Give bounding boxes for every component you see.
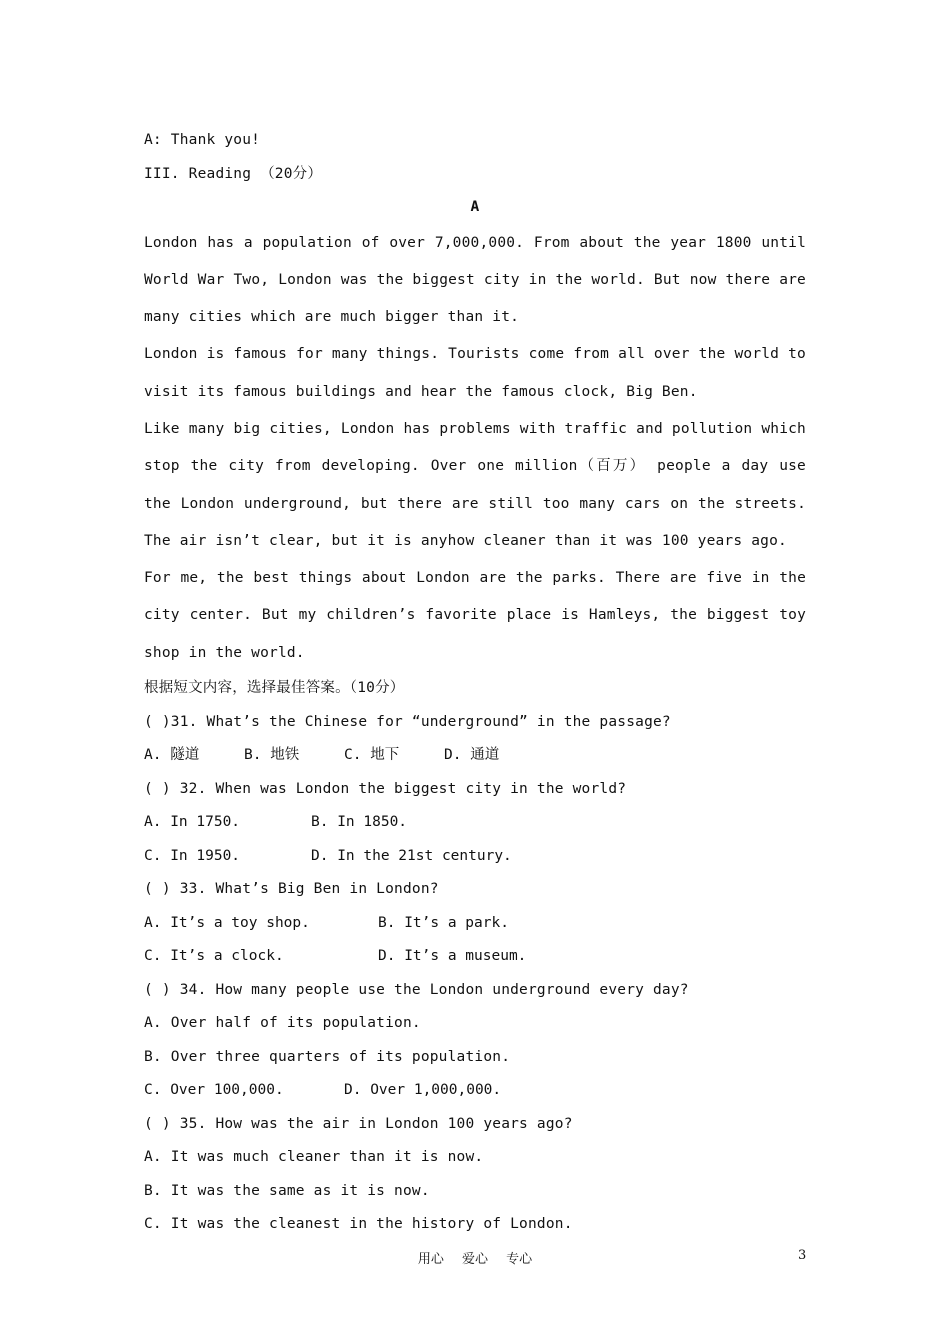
question-31-stem: ( )31. What’s the Chinese for “underground” in the passage? — [144, 713, 671, 730]
question-35-stem: ( ) 35. How was the air in London 100 years ago? — [144, 1115, 573, 1132]
question-33-options-row-1 — [144, 907, 806, 941]
question-31-option-a: A. 隧道 — [144, 747, 200, 764]
question-33-option-c: C. It’s a clock. — [144, 948, 284, 965]
section-heading: III. Reading （20分） — [144, 165, 323, 182]
question-31-option-b: B. 地铁 — [244, 747, 300, 764]
question-34-options-row-3 — [144, 1074, 806, 1108]
passage-paragraph-4: For me, the best things about London are the parks. There are five in the city center. But my children’s favorite place is Hamleys, the biggest toy shop in the world. — [144, 570, 806, 661]
question-34-option-d: D. Over 1,000,000. — [344, 1082, 502, 1099]
question-34-option-b: B. Over three quarters of its population. — [144, 1048, 511, 1065]
question-33-option-b: B. It’s a park. — [378, 914, 509, 931]
question-32-stem: ( ) 32. When was London the biggest city in the world? — [144, 780, 627, 797]
question-33-option-d: D. It’s a museum. — [378, 948, 527, 965]
question-33-stem: ( ) 33. What’s Big Ben in London? — [144, 881, 439, 898]
footer-motto: 用心 爱心 专心 — [417, 1252, 533, 1267]
question-35-option-a: A. It was much cleaner than it is now. — [144, 1149, 484, 1166]
reading-passage — [144, 225, 806, 673]
question-33-options-row-2 — [144, 940, 806, 974]
question-33-option-a: A. It’s a toy shop. — [144, 914, 310, 931]
dialogue-closing-line: A: Thank you! — [144, 132, 261, 148]
question-34-option-a: A. Over half of its population. — [144, 1015, 421, 1032]
question-32-option-b: B. In 1850. — [311, 814, 408, 831]
question-31-option-c: C. 地下 — [344, 747, 400, 764]
question-32-option-a: A. In 1750. — [144, 814, 241, 831]
question-31-options — [144, 739, 806, 773]
page-number: 3 — [798, 1248, 807, 1263]
question-34-stem: ( ) 34. How many people use the London underground every day? — [144, 981, 689, 998]
passage-paragraph-3: Like many big cities, London has problems with traffic and pollution which stop the city from developing. Over one million（百万） people a day use the London underground, but there are still too many cars on the streets. The air isn’t clear, but it is anyhow cleaner than it was 100 years ago. — [144, 420, 806, 549]
question-instructions: 根据短文内容，选择最佳答案。（10分） — [144, 680, 405, 697]
passage-paragraph-2: London is famous for many things. Tourists come from all over the world to visit its famous buildings and hear the famous clock, Big Ben. — [144, 346, 806, 400]
question-35-option-c: C. It was the cleanest in the history of London. — [144, 1216, 573, 1233]
passage-label: A — [470, 199, 480, 215]
question-34-option-c: C. Over 100,000. — [144, 1082, 284, 1099]
passage-paragraph-1: London has a population of over 7,000,000. From about the year 1800 until World War Two, London was the biggest city in the world. But now there are many cities which are much bigger than it. — [144, 234, 806, 326]
page-content — [144, 124, 806, 1242]
question-35-option-b: B. It was the same as it is now. — [144, 1182, 430, 1199]
question-31-option-d: D. 通道 — [444, 747, 500, 764]
question-32-option-c: C. In 1950. — [144, 847, 241, 864]
question-32-options-row-2 — [144, 840, 806, 874]
question-32-options-row-1 — [144, 806, 806, 840]
question-32-option-d: D. In the 21st century. — [311, 847, 512, 864]
